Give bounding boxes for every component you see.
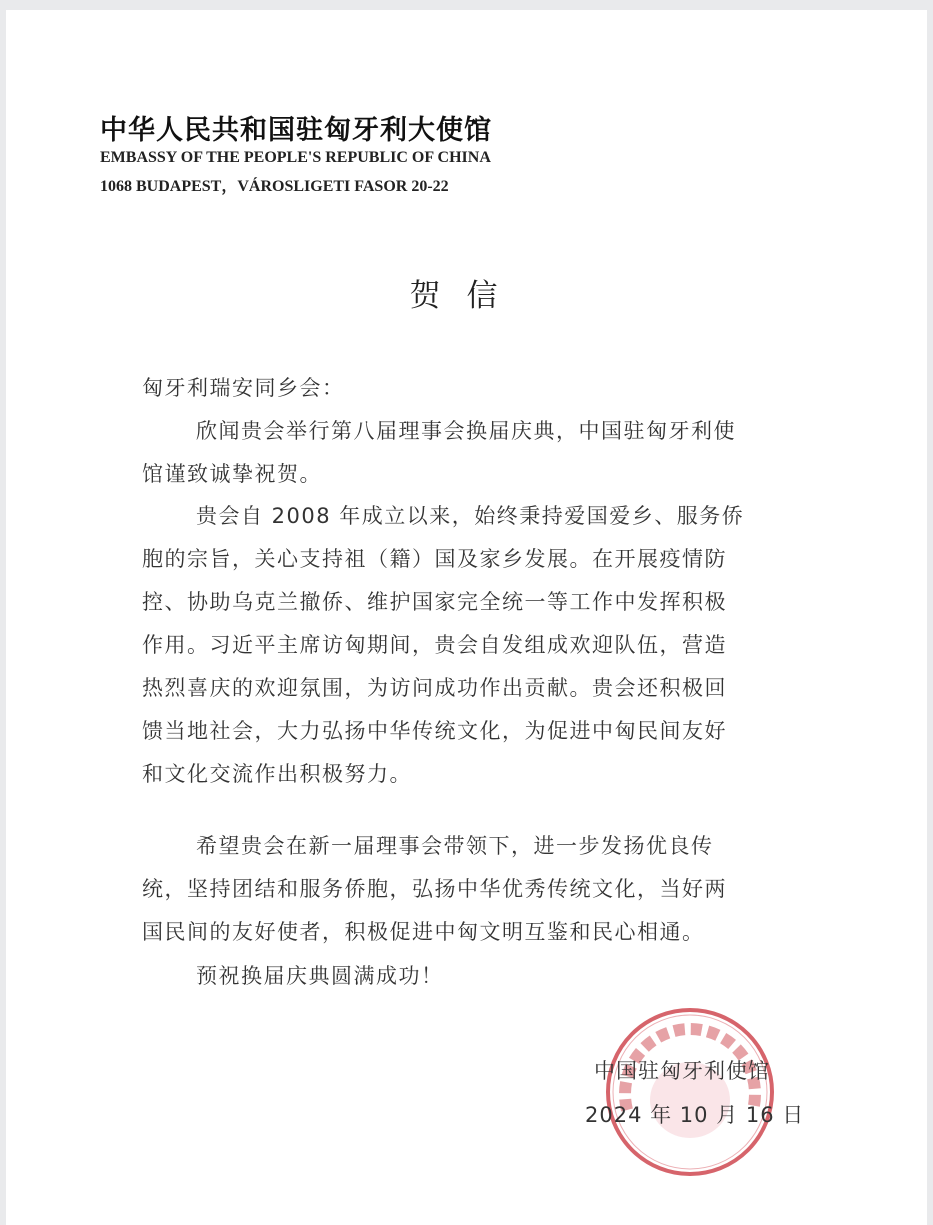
paragraph-line: 馆谨致诚挚祝贺。 xyxy=(142,462,322,486)
paragraph-line: 和文化交流作出积极努力。 xyxy=(142,762,412,786)
official-seal-icon xyxy=(595,1000,785,1190)
letterhead-english-name: EMBASSY OF THE PEOPLE'S REPUBLIC OF CHINA xyxy=(100,149,491,166)
signature-sender: 中国驻匈牙利使馆 xyxy=(594,1059,770,1083)
paragraph-line: 热烈喜庆的欢迎氛围，为访问成功作出贡献。贵会还积极回 xyxy=(142,676,727,700)
paragraph-line: 统，坚持团结和服务侨胞，弘扬中华优秀传统文化，当好两 xyxy=(142,877,727,901)
paragraph-line: 胞的宗旨，关心支持祖（籍）国及家乡发展。在开展疫情防 xyxy=(142,547,727,571)
paragraph-line: 控、协助乌克兰撤侨、维护国家完全统一等工作中发挥积极 xyxy=(142,590,727,614)
paragraph-line: 馈当地社会，大力弘扬中华传统文化，为促进中匈民间友好 xyxy=(142,719,727,743)
paragraph-line: 国民间的友好使者，积极促进中匈文明互鉴和民心相通。 xyxy=(142,920,705,944)
signature-date: 2024 年 10 月 16 日 xyxy=(585,1103,805,1127)
paragraph-line: 预祝换届庆典圆满成功！ xyxy=(196,964,444,988)
paragraph-line: 贵会自 2008 年成立以来，始终秉持爱国爱乡、服务侨 xyxy=(196,504,745,528)
letterhead-address: 1068 BUDAPEST，VÁROSLIGETI FASOR 20-22 xyxy=(100,178,449,195)
paragraph-line: 希望贵会在新一届理事会带领下，进一步发扬优良传 xyxy=(196,834,714,858)
paragraph-line: 欣闻贵会举行第八届理事会换届庆典，中国驻匈牙利使 xyxy=(196,419,736,443)
letterhead-chinese-name: 中华人民共和国驻匈牙利大使馆 xyxy=(100,115,492,146)
salutation: 匈牙利瑞安同乡会： xyxy=(142,376,345,400)
letter-title: 贺信 xyxy=(409,278,524,314)
paragraph-line: 作用。习近平主席访匈期间，贵会自发组成欢迎队伍，营造 xyxy=(142,633,727,657)
